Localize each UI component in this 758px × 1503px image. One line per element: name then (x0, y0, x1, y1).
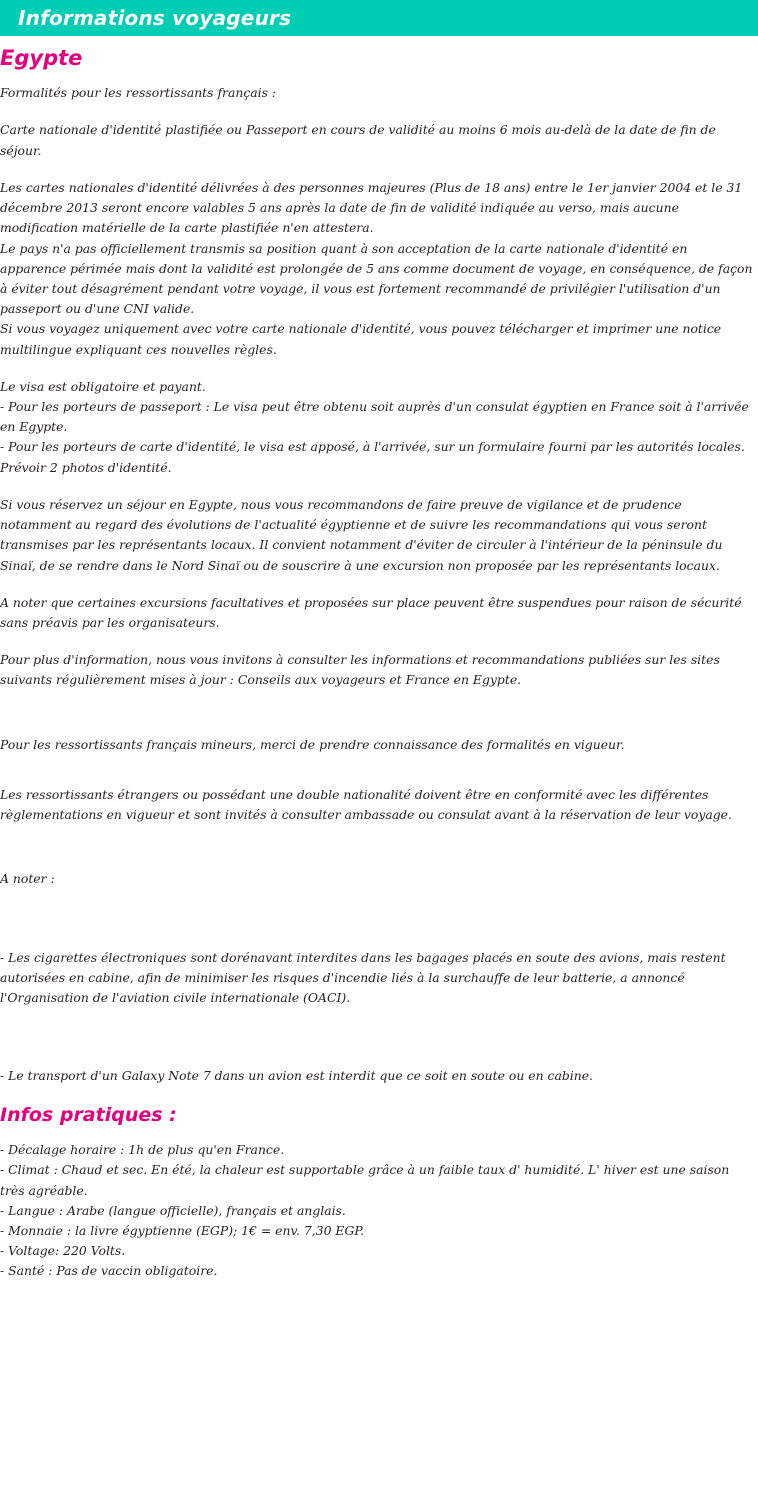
infos-pratiques-title: Infos pratiques : (0, 1104, 177, 1127)
paragraph-visa-obligatoire: Le visa est obligatoire et payant. (0, 378, 206, 394)
spacer (0, 71, 754, 83)
spacer (0, 1086, 754, 1103)
spacer (0, 478, 754, 495)
paragraph-etrangers-double-nationalite: Les ressortissants étrangers ou possédant une double nationalité doivent être en conformité avec les différentes règlementations en vigueur et sont invités à consulter ambassade ou consulat avant à la réservation de leur voyage. (0, 786, 732, 823)
spacer (0, 691, 754, 735)
banner-title: Informations voyageurs (18, 6, 292, 30)
spacer (0, 1128, 754, 1140)
document-content (0, 46, 758, 1282)
infos-pratiques-item: - Voltage: 220 Volts. (0, 1243, 126, 1259)
spacer (0, 633, 754, 650)
paragraph-cigarettes-electroniques: - Les cigarettes électroniques sont dorénavant interdites dans les bagages placés en soute des avions, mais restent autorisées en cabine, afin de minimiser les risques d'incendie liés à la surchauffe de leur batterie, a annoncé l'Organisation de l'aviation civile internationale (OACI). (0, 949, 726, 1005)
paragraph-cni-validite: Les cartes nationales d'identité délivrées à des personnes majeures (Plus de 18 ans) entre le 1er janvier 2004 et le 31 décembre 2013 seront encore valables 5 ans après la date de fin de validité indiquée au verso, mais aucune modification matérielle de la carte plastifiée n'en attestera. (0, 179, 743, 236)
paragraph-intro-formalites: Formalités pour les ressortissants français : (0, 85, 277, 101)
paragraph-position-pays: Le pays n'a pas officiellement transmis sa position quant à son acceptation de la carte nationale d'identité en apparence périmée mais dont la validité est prolongée de 5 ans comme document de voyage, en conséquence, de façon à éviter tout désagrément pendant votre voyage, il vous est fortement recommandé de privilégier l'utilisation d'un passeport ou d'une CNI valide. (0, 240, 753, 317)
page-title: Egypte (0, 46, 83, 70)
paragraph-list (0, 83, 754, 1103)
spacer (0, 890, 754, 948)
spacer (0, 103, 754, 120)
paragraph-galaxy-note-7: - Le transport d'un Galaxy Note 7 dans un avion est interdit que ce soit en soute ou en cabine. (0, 1068, 593, 1084)
paragraph-vigilance-sejour: Si vous réservez un séjour en Egypte, nous vous recommandons de faire preuve de vigilance et de prudence notamment au regard des évolutions de l'actualité égyptienne et de suivre les recommandations qui vous seront transmises par les représentants locaux. Il convient notamment d'éviter de circuler à l'intérieur de la péninsule du Sinaï, de se rendre dans le Nord Sinaï ou de souscrire à une excursion non proposée par les représentants locaux. (0, 496, 723, 573)
paragraph-carte-identite-passeport: Carte nationale d'identité plastifiée ou Passeport en cours de validité au moins 6 mois au-delà de la date de fin de séjour. (0, 122, 716, 158)
infos-pratiques-item: - Santé : Pas de vaccin obligatoire. (0, 1263, 218, 1279)
infos-pratiques-item: - Climat : Chaud et sec. En été, la chaleur est supportable grâce à un faible taux d' humidité. L' hiver est une saison très agréable. (0, 1162, 730, 1198)
spacer (0, 576, 754, 593)
infos-pratiques-list (0, 1140, 754, 1282)
spacer (0, 161, 754, 178)
spacer (0, 825, 754, 869)
infos-pratiques-item: - Décalage horaire : 1h de plus qu'en France. (0, 1142, 285, 1158)
paragraph-visa-passeport: - Pour les porteurs de passeport : Le visa peut être obtenu soit auprès d'un consulat égyptien en France soit à l'arrivée en Egypte. (0, 399, 749, 435)
infos-pratiques-item: - Monnaie : la livre égyptienne (EGP); 1€ = env. 7,30 EGP. (0, 1222, 365, 1238)
paragraph-a-noter: A noter : (0, 871, 55, 887)
spacer (0, 1008, 754, 1066)
paragraph-excursions-facultatives: A noter que certaines excursions facultatives et proposées sur place peuvent être suspendues pour raison de sécurité sans préavis par les organisateurs. (0, 594, 742, 630)
spacer (0, 360, 754, 377)
infos-pratiques-item: - Langue : Arabe (langue officielle), français et anglais. (0, 1202, 346, 1218)
paragraph-notice-multilingue: Si vous voyagez uniquement avec votre carte nationale d'identité, vous pouvez télécharger et imprimer une notice multilingue expliquant ces nouvelles règles. (0, 321, 722, 357)
paragraph-visa-carte-identite: - Pour les porteurs de carte d'identité, le visa est apposé, à l'arrivée, sur un formulaire fourni par les autorités locales. Prévoir 2 photos d'identité. (0, 439, 745, 475)
paragraph-plus-information: Pour plus d'information, nous vous invitons à consulter les informations et recommandations publiées sur les sites suivants régulièrement mises à jour : Conseils aux voyageurs et France en Egypte. (0, 652, 720, 688)
spacer (0, 755, 754, 785)
page-banner (0, 0, 758, 36)
paragraph-mineurs: Pour les ressortissants français mineurs, merci de prendre connaissance des formalités en vigueur. (0, 736, 625, 752)
